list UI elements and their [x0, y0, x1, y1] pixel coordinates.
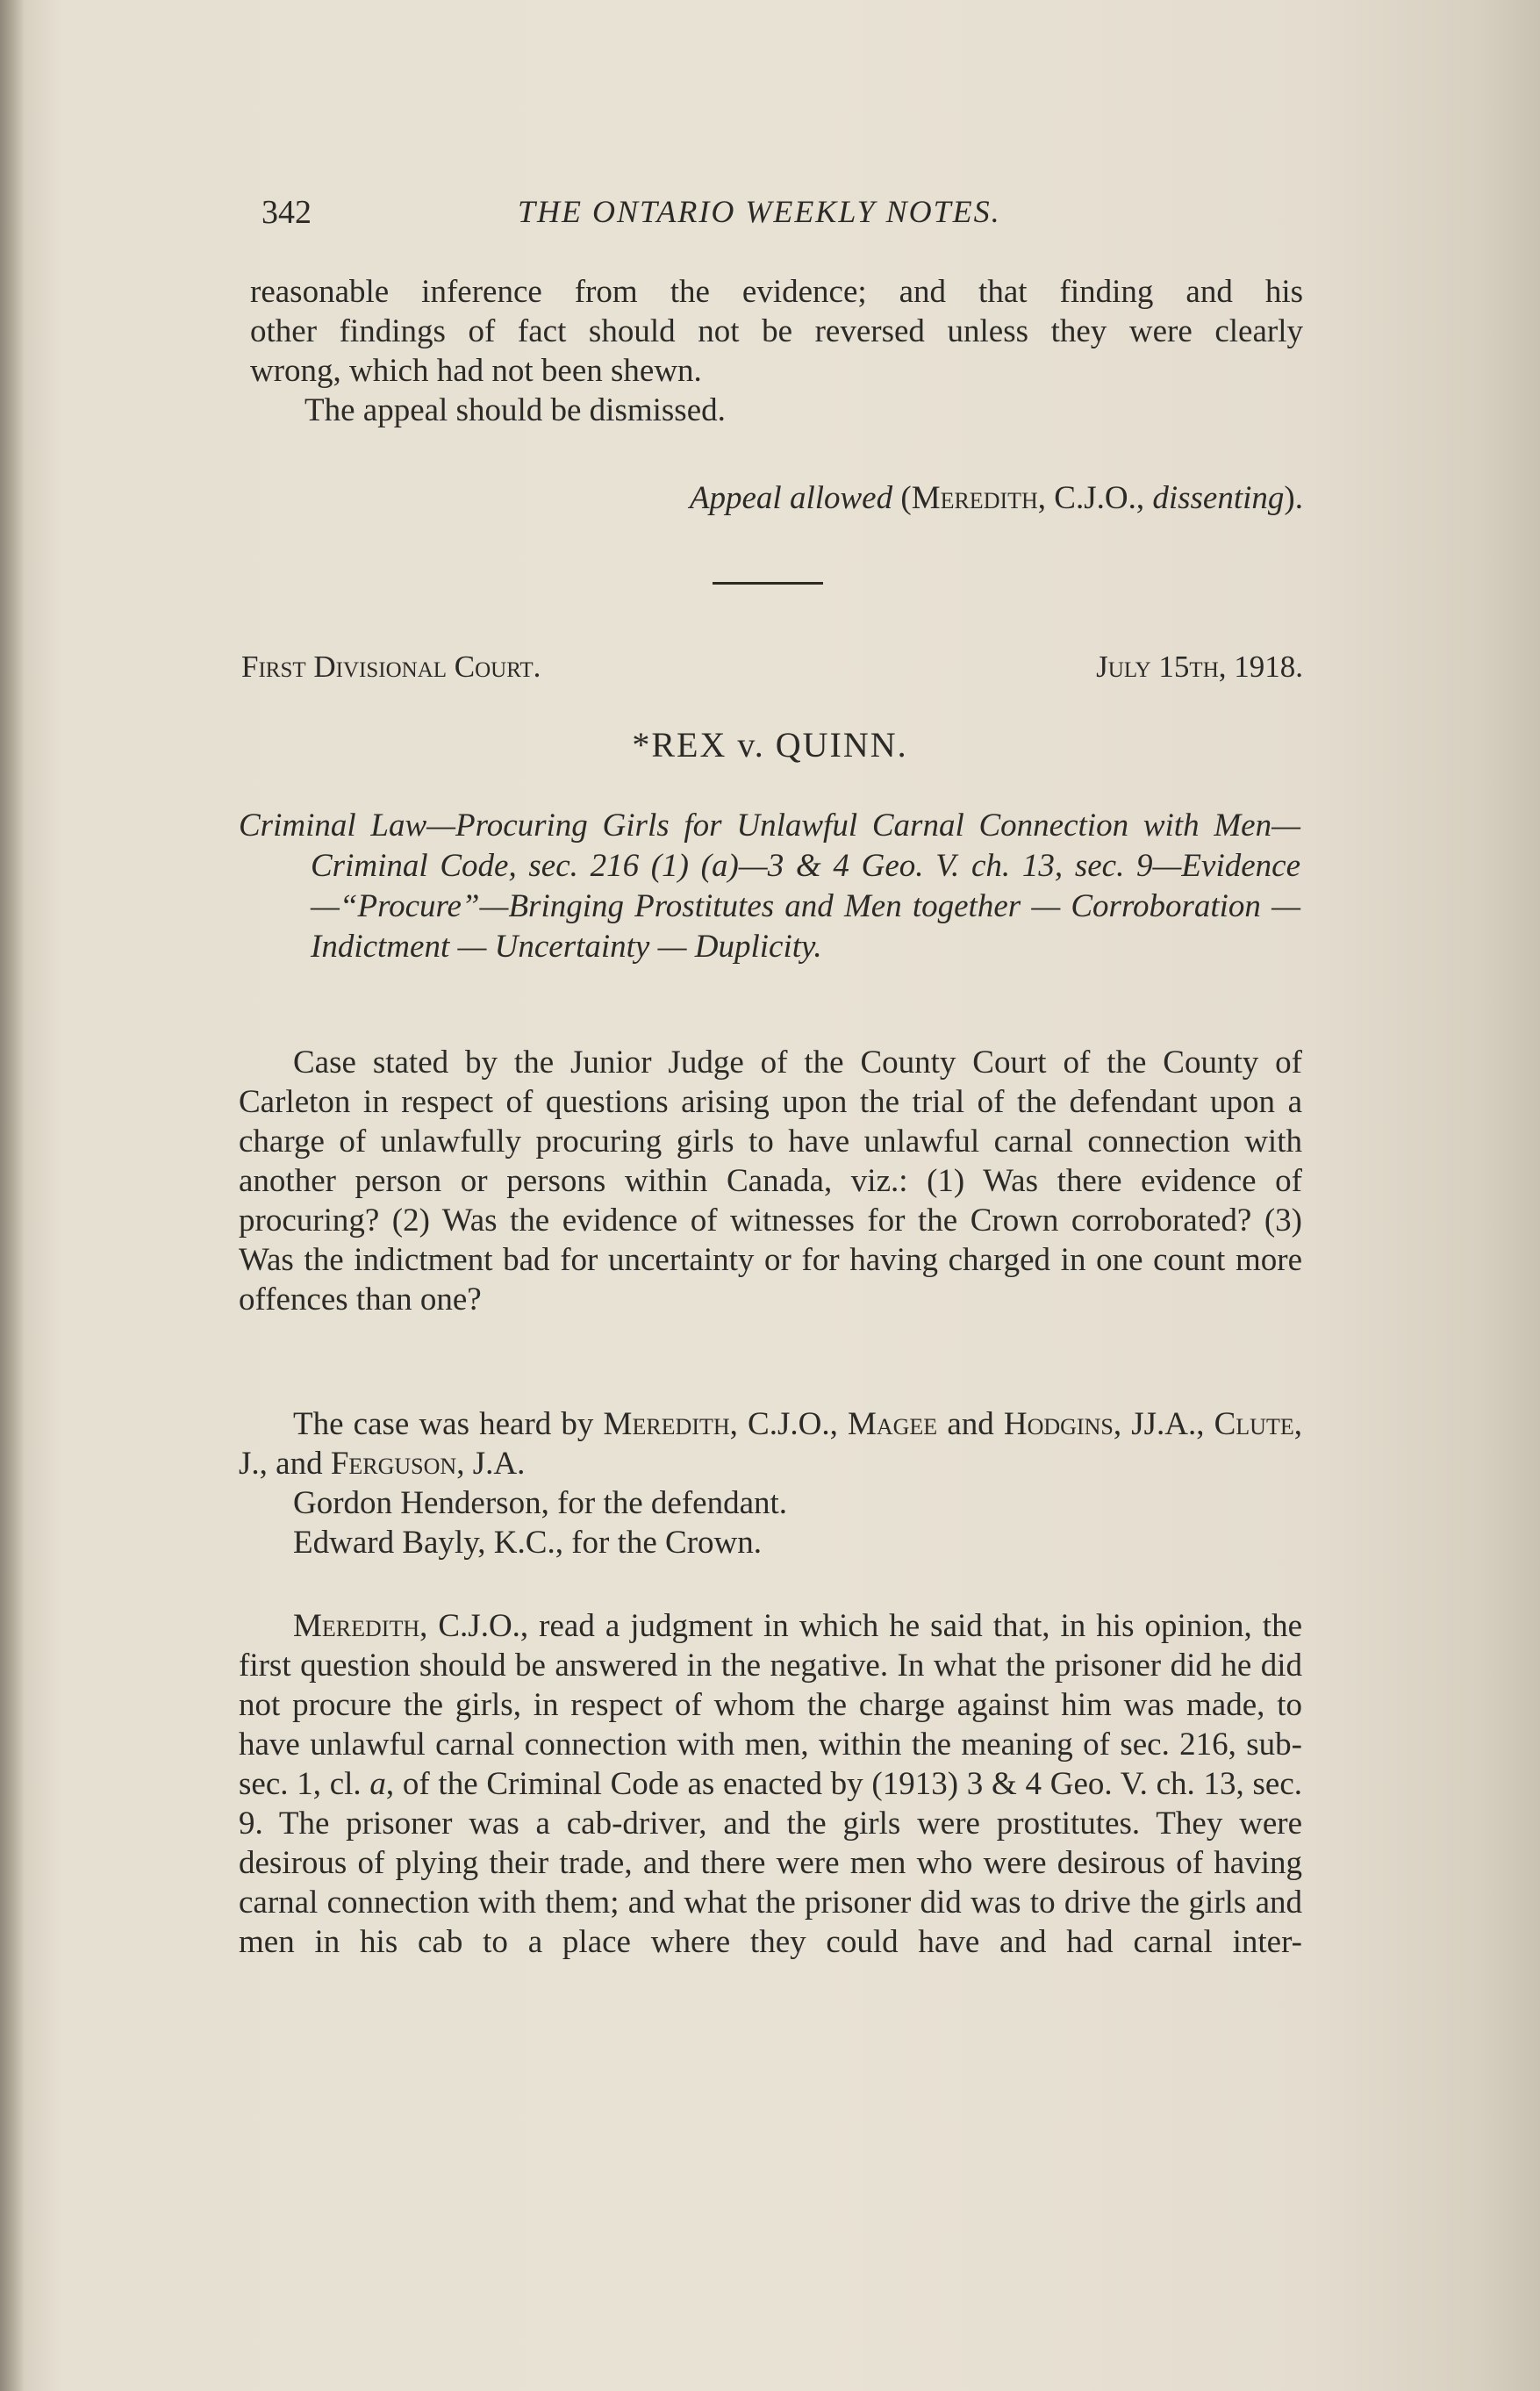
continued-line-2: other findings of fact should not be reversed unless they were clearly	[250, 313, 1303, 349]
page-number: 342	[261, 194, 312, 231]
counsel-defendant: Gordon Henderson, for the defendant.	[293, 1485, 788, 1521]
case-stated	[239, 1043, 1302, 1319]
section-divider	[713, 582, 823, 585]
continued-text	[250, 272, 1303, 430]
heard-text-4: , J., and	[239, 1406, 1302, 1482]
headnote-text: Criminal Law—Procuring Girls for Unlawful Carnal Connection with Men—Criminal Code, sec. 216 (1) (a)—3 & 4 Geo. V. ch. 13, sec. 9—Evidence—“Procure”—Bringing Prostitutes and Men together — Corroboration — Indictment — Uncertainty — Duplicity.	[239, 808, 1300, 965]
counsel-crown: Edward Bayly, K.C., for the Crown.	[293, 1525, 763, 1561]
heard-text-2: and	[937, 1406, 1004, 1442]
heard-judge-1: Meredith	[603, 1406, 730, 1442]
heard-judge-5: Ferguson	[330, 1446, 457, 1482]
judgment-text	[239, 1606, 1302, 1962]
heard-judge-2: Magee	[847, 1406, 938, 1442]
disposition-close: ).	[1284, 480, 1303, 516]
judgment	[239, 1606, 1302, 1962]
judgment-text-a: , C.J.O., read a judgment in which he said that, in his opinion, the first question should be answered in the negative. In what the prisoner did he did not procure the girls, in respect of whom the charge against him was made, to have unlawful carnal connection with men, within the meaning of sec. 216, sub-sec. 1, cl.	[239, 1608, 1302, 1802]
court-name: First Divisional Court.	[241, 650, 541, 684]
continued-line-1: reasonable inference from the evidence; and that finding and his	[250, 274, 1303, 310]
heard-judge-3: Hodgins	[1003, 1406, 1114, 1442]
judgment-text-b: , of the Criminal Code as enacted by (1913) 3 & 4 Geo. V. ch. 13, sec. 9. The prisoner was a cab-driver, and the girls were prostitutes. They were desirous of plying their trade, and there were men who were desirous of having carnal connection with them; and what the prisoner did was to drive the girls and men in his cab to a place where they could have and had carnal inter-	[239, 1766, 1302, 1960]
appeal-conclusion: The appeal should be dismissed.	[304, 392, 726, 428]
hearing	[239, 1404, 1302, 1562]
case-title: *REX v. QUINN.	[632, 725, 908, 765]
book-spine-shadow	[0, 0, 23, 2391]
heard-prefix: The case was heard by	[293, 1406, 604, 1442]
heard-text-1: , C.J.O.,	[729, 1406, 848, 1442]
running-title: THE ONTARIO WEEKLY NOTES.	[518, 194, 1001, 229]
court-date: July 15th, 1918.	[1096, 650, 1303, 684]
disposition-mid: , C.J.O.,	[1037, 480, 1153, 516]
disposition-judge: Meredith	[911, 480, 1038, 516]
judgment-clause: a	[369, 1766, 386, 1802]
heard-judge-4: Clute	[1214, 1406, 1294, 1442]
continued-line-3: wrong, which had not been shewn.	[250, 353, 702, 389]
heard-text-5: , J.A.	[456, 1446, 526, 1482]
headnote	[239, 806, 1300, 967]
case-stated-text: Case stated by the Junior Judge of the County Court of the County of Carleton in respect of questions arising upon the trial of the defendant upon a charge of unlawfully procuring girls to have unlawful carnal connection with another person or persons within Canada, viz.: (1) Was there evidence of procuring? (2) Was the evidence of witnesses for the Crown corroborated? (3) Was the indictment bad for uncertainty or for having charged in one count more offences than one?	[239, 1045, 1302, 1318]
disposition-italic: Appeal allowed	[689, 480, 893, 516]
disposition-open: (	[892, 480, 912, 516]
page-header	[261, 193, 1323, 246]
heard-by	[239, 1404, 1302, 1483]
heard-text-3: , JJ.A.,	[1113, 1406, 1214, 1442]
disposition	[250, 478, 1303, 518]
judgment-judge: Meredith	[293, 1608, 420, 1644]
court-line	[241, 650, 1303, 693]
disposition-dissent: dissenting	[1152, 480, 1285, 516]
